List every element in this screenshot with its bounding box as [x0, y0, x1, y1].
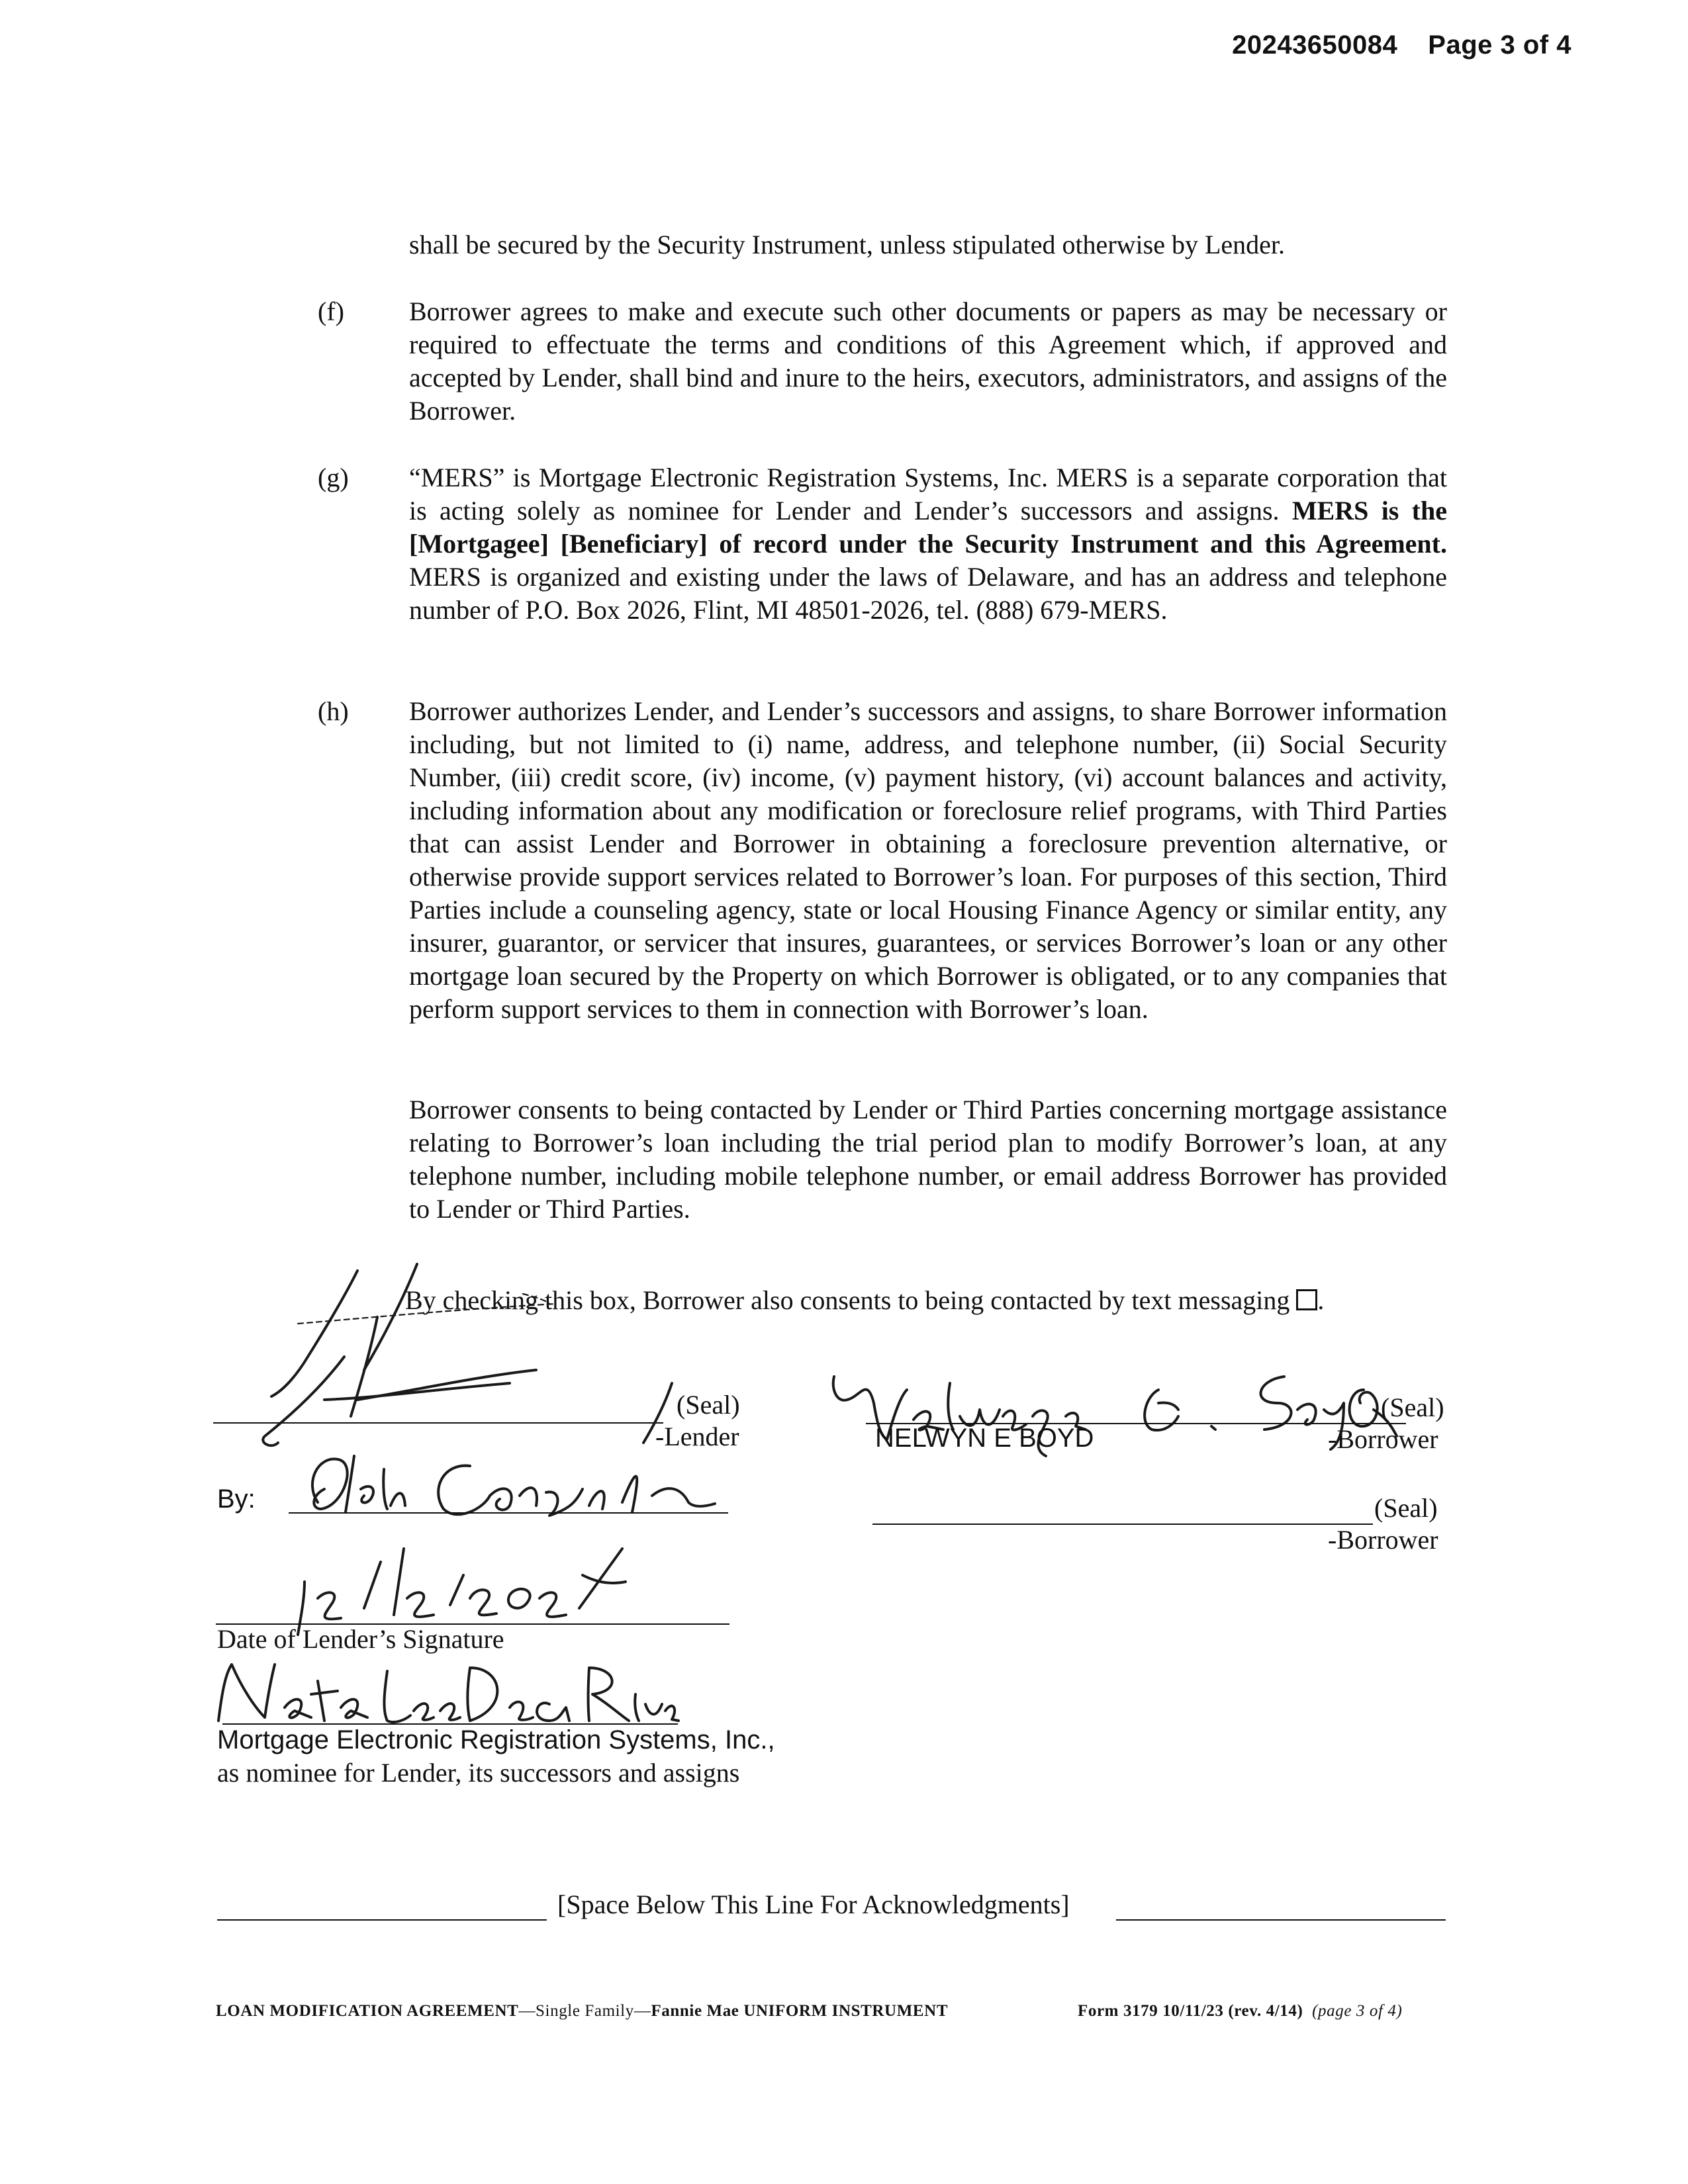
paragraph-f-label: (f) — [318, 296, 344, 326]
text-consent-line: By checking this box, Borrower also consents to being contacted by text messaging . — [405, 1285, 1325, 1315]
mers-caption-line1: Mortgage Electronic Registration Systems, Inc., — [217, 1725, 775, 1754]
paragraph-h-consent: Borrower consents to being contacted by Lender or Third Parties concerning mortgage assistance relating to Borrower’s loan including the trial period plan to modify Borrower’s loan, at any telephone number, including mobile telephone number, or email address Borrower has provided to Lender or Third Parties. — [409, 1095, 1447, 1224]
paragraph-f: Borrower agrees to make and execute such other documents or papers as may be necessary or required to effectuate the terms and conditions of this Agreement which, if approved and accepted by Lender, shall bind and inure to the heirs, executors, administrators, and assigns of the Borrower. — [409, 296, 1447, 426]
page-indicator: Page 3 of 4 — [1428, 30, 1571, 60]
paragraph-g-bold-clause: MERS is the [Mortgagee] [Beneficiary] of record under the Security Instrument and this Agreement. — [409, 496, 1447, 559]
lender-signature-image — [245, 1257, 642, 1469]
borrower1-seal-label: (Seal) — [1381, 1392, 1444, 1422]
lender-seal-label: (Seal) — [677, 1390, 740, 1420]
page-header — [1232, 30, 1571, 60]
borrower2-role-label: -Borrower — [1328, 1525, 1438, 1555]
borrower1-role-label: -Borrower — [1328, 1424, 1438, 1454]
acknowledgment-divider: [Space Below This Line For Acknowledgments] — [557, 1889, 1070, 1919]
paragraph-g-details: MERS is organized and existing under the laws of Delaware, and has an address and telephone number of P.O. Box 2026, Flint, MI 48501-2026, tel. (888) 679-MERS. — [409, 562, 1447, 625]
lender-signature-line — [213, 1422, 663, 1424]
borrower1-name: NELWYN E BOYD — [875, 1424, 1094, 1453]
document-number: 20243650084 — [1232, 30, 1398, 60]
lender-date-caption: Date of Lender’s Signature — [217, 1624, 504, 1654]
borrower2-seal-label: (Seal) — [1374, 1493, 1438, 1523]
paragraph-g-label: (g) — [318, 463, 349, 492]
ack-divider-left — [217, 1919, 547, 1921]
paragraph-h-label: (h) — [318, 696, 349, 726]
borrower2-signature-line — [872, 1524, 1373, 1525]
lender-role-label: -Lender — [655, 1422, 739, 1451]
paragraph-h: Borrower authorizes Lender, and Lender’s successors and assigns, to share Borrower information including, but not limited to (i) name, address, and telephone number, (ii) Social Security Number, (iii) credit score, (iv) income, (v) payment history, (vi) account balances and activity, including information about any modification or foreclosure relief programs, with Third Parties that can assist Lender and Borrower in obtaining a foreclosure prevention alternative, or otherwise provide support services related to Borrower’s loan. For purposes of this section, Third Parties include a counseling agency, state or local Housing Finance Agency or similar entity, any insurer, guarantor, or servicer that insures, guarantees, or services Borrower’s loan or any other mortgage loan secured by the Property on which Borrower is obligated, or to any companies that perform support services to them in connection with Borrower’s loan. — [409, 696, 1447, 1024]
lender-slash-mark — [635, 1377, 682, 1449]
by-label: By: — [217, 1484, 256, 1514]
mers-signer-signature — [205, 1655, 682, 1734]
paragraph-g — [409, 461, 1447, 627]
text-consent-label: By checking this box, Borrower also consents to being contacted by text messaging — [405, 1285, 1290, 1315]
mers-caption-line2: as nominee for Lender, its successors and assigns — [217, 1758, 740, 1788]
footer-form-info: Form 3179 10/11/23 (rev. 4/14) (page 3 of 4) — [1078, 2002, 1403, 2020]
text-consent-checkbox[interactable] — [1296, 1289, 1317, 1310]
lender-signer-signature — [291, 1443, 728, 1529]
lender-signer-line — [289, 1512, 728, 1514]
footer-page-info: (page 3 of 4) — [1312, 2002, 1403, 2020]
ack-divider-right — [1116, 1919, 1446, 1921]
footer-form-title: LOAN MODIFICATION AGREEMENT—Single Family—Fannie Mae UNIFORM INSTRUMENT — [216, 2002, 949, 2020]
paragraph-g-intro: “MERS” is Mortgage Electronic Registration Systems, Inc. MERS is a separate corporation that is acting solely as nominee for Lender and Lender’s successors and assigns. — [409, 463, 1447, 525]
paragraph-e-continuation: shall be secured by the Security Instrument, unless stipulated otherwise by Lender. — [409, 230, 1286, 259]
